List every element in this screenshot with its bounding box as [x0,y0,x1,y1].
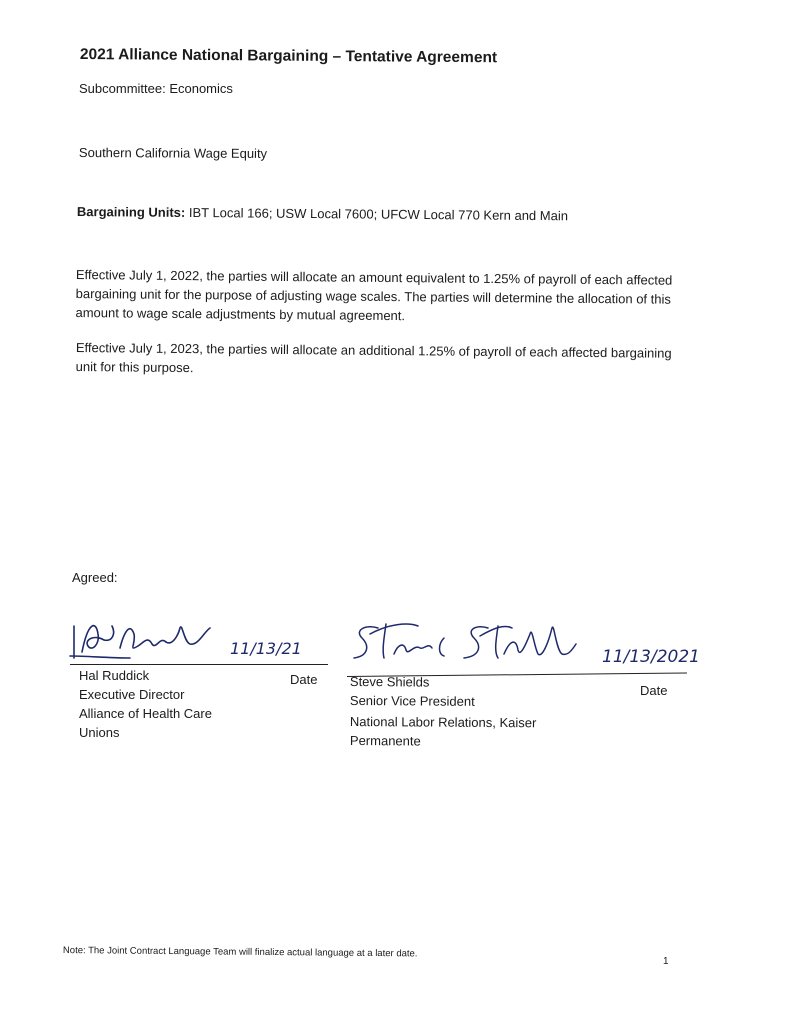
left-signer-title-3: Unions [79,725,120,740]
svg-text:11/13/2021: 11/13/2021 [602,647,700,667]
right-handwritten-date [598,632,718,672]
right-date-label: Date [640,683,668,698]
page-number: 1 [663,956,669,967]
left-date-label: Date [290,672,318,687]
bargaining-units-value: IBT Local 166; USW Local 7600; UFCW Local 770 Kern and Main [185,204,569,224]
right-signer-title-3: Permanente [349,732,421,749]
left-signer-title-2: Alliance of Health Care [79,706,212,721]
svg-text:11/13/21: 11/13/21 [230,639,302,658]
bargaining-units-line [77,204,568,223]
right-signer-name: Steve Shields [349,673,430,690]
left-signer-name: Hal Ruddick [79,668,150,683]
left-signature-line [70,664,328,665]
agreed-label: Agreed: [72,570,118,585]
agreement-topic: Southern California Wage Equity [78,145,268,161]
left-handwritten-date [226,632,306,662]
left-signature-image [68,612,228,664]
footer-note: Note: The Joint Contract Language Team will finalize actual language at a later date. [62,945,418,960]
right-signer-title-1: Senior Vice President [349,692,475,709]
right-signature-image [348,614,578,670]
left-signer-title-1: Executive Director [79,687,185,702]
right-signer-title-2: National Labor Relations, Kaiser [349,713,537,731]
agreement-paragraph-2: Effective July 1, 2023, the parties will allocate an additional 1.25% of payroll of each affected bargaining unit for this purpose. [75,339,672,376]
document-title: 2021 Alliance National Bargaining – Tentative Agreement [79,46,498,67]
agreement-paragraph-1: Effective July 1, 2022, the parties will allocate an amount equivalent to 1.25% of payroll of each affected bargaining unit for the purpose of adjusting wage scales. The parties will determine the allocation of this amount to wage scale adjustments by mutual agreement. [75,266,673,324]
subcommittee-line: Subcommittee: Economics [79,81,233,96]
bargaining-units-label: Bargaining Units: [76,204,186,220]
